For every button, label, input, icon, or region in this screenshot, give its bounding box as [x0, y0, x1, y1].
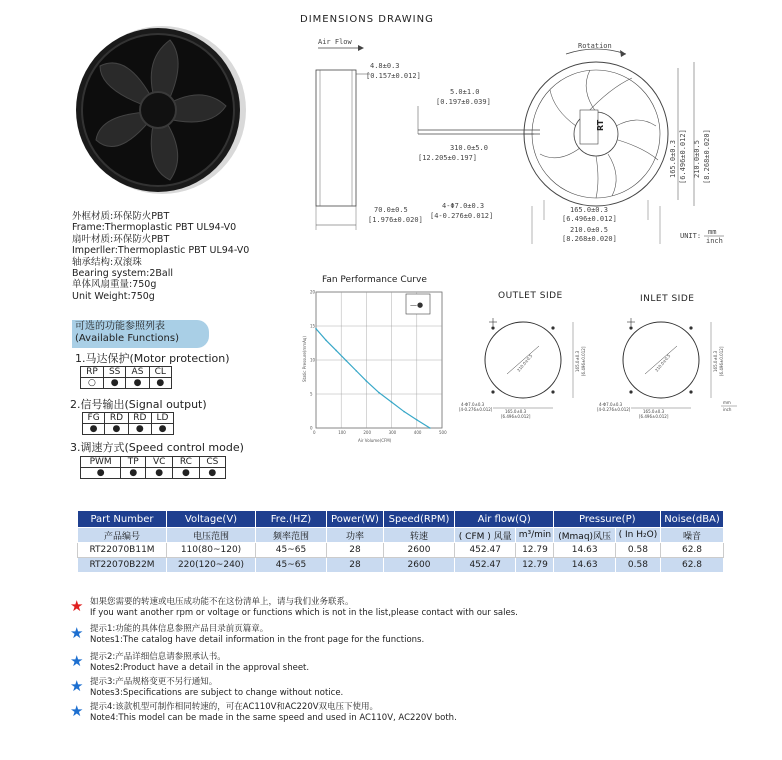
y-tick-label: 20: [310, 289, 316, 295]
star-icon: ★: [70, 702, 84, 720]
dim-text: 165.0±0.3: [575, 350, 580, 372]
option-mark: ○: [81, 378, 104, 389]
table-header-row: [78, 511, 724, 528]
table-subheader: 噪音: [661, 528, 724, 543]
speed-control-table: [80, 456, 226, 479]
table-header: Part Number: [78, 511, 167, 528]
table-cell: 2600: [384, 558, 455, 573]
x-tick-label: 0: [313, 430, 316, 435]
star-icon: ★: [70, 652, 84, 670]
table-header: Speed(RPM): [384, 511, 455, 528]
spec-line: Bearing system:2Ball: [72, 268, 174, 280]
option-col: VC: [146, 457, 173, 468]
table-subheader: 电压范围: [167, 528, 256, 543]
table-header: Noise(dBA): [661, 511, 724, 528]
star-icon: ★: [70, 677, 84, 695]
curve-point: [335, 350, 337, 352]
dim-text: 165.0±0.3: [643, 409, 665, 414]
table-subheader: ( In H₂O): [615, 528, 660, 543]
dim-text: 165.0±0.3: [669, 140, 677, 178]
table-subheader: 频率范围: [256, 528, 327, 543]
option-mark: ●: [121, 468, 146, 479]
option-mark: ●: [128, 424, 151, 435]
rotation-label: Rotation: [578, 42, 612, 50]
dim-text: 4.8±0.3: [370, 62, 400, 70]
table-row: [78, 543, 724, 558]
motor-protection-title: 1.马达保护(Motor protection): [75, 352, 230, 365]
drawing-title: DIMENSIONS DRAWING: [300, 14, 434, 25]
table-cell: 62.8: [661, 558, 724, 573]
spec-line: 轴承结构:双滚珠: [72, 256, 142, 268]
option-mark: ●: [152, 424, 174, 435]
functions-title-cn: 可选的功能参照列表: [75, 321, 165, 332]
note-item: [70, 677, 343, 699]
spec-line: Imperller:Thermoplastic PBT UL94-V0: [72, 245, 250, 257]
unit-label: UNIT:: [680, 232, 702, 240]
note-cn: 提示2:产品详细信息请参照承认书。: [90, 652, 226, 662]
note-cn: 提示3:产品规格变更不另行通知。: [90, 677, 218, 687]
y-tick-label: 10: [310, 357, 316, 363]
chart-title: Fan Performance Curve: [322, 275, 427, 285]
option-mark: ●: [126, 378, 149, 389]
table-subheader-row: [78, 528, 724, 543]
dim-text: [6.496±0.012]: [581, 346, 586, 376]
dim-text: 4-Φ7.0±0.3: [599, 402, 623, 407]
curve-point: [356, 370, 358, 372]
functions-title: [72, 320, 209, 348]
air-flow-label: Air Flow: [318, 38, 352, 46]
option-col: RP: [81, 367, 104, 378]
note-cn: 提示4:该款机型可制作相同转速的，可在AC110V和AC220V双电压下使用。: [90, 702, 379, 712]
table-subheader: 转速: [384, 528, 455, 543]
dim-text: 210.0±0.5: [653, 353, 672, 373]
dim-text: 210.0±0.5: [515, 353, 534, 373]
table-subheader: 功率: [327, 528, 384, 543]
dim-text: [6.496±0.012]: [639, 414, 669, 419]
x-tick-label: 300: [388, 430, 397, 435]
dim-text: [6.496±0.012]: [562, 215, 617, 223]
note-item: [70, 702, 457, 724]
table-header: Pressure(P): [554, 511, 661, 528]
dim-text: [6.496±0.012]: [719, 346, 724, 376]
spec-line: Frame:Thermoplastic PBT UL94-V0: [72, 222, 237, 234]
note-cn: 如果您需要的转速或电压成功能不在这份清单上，请与我们业务联系。: [90, 597, 354, 607]
option-col: RD: [105, 413, 128, 424]
option-mark: ●: [105, 424, 128, 435]
fan-label-logo: RT: [596, 119, 605, 131]
table-cell: RT22070B11M: [78, 543, 167, 558]
dimensions-drawing: [300, 30, 730, 250]
table-cell: 45~65: [256, 543, 327, 558]
dim-text: [0.197±0.039]: [436, 98, 491, 106]
option-col: AS: [126, 367, 149, 378]
dim-text: 210.0±0.5: [693, 140, 701, 178]
legend-marker: —●: [410, 301, 424, 309]
x-tick-label: 200: [363, 430, 372, 435]
table-header: Fre.(HZ): [256, 511, 327, 528]
x-tick-label: 400: [413, 430, 422, 435]
note-item: [70, 597, 518, 619]
table-cell: 12.79: [516, 558, 554, 573]
specifications: [72, 211, 249, 302]
note-en: Notes3:Specifications are subject to change without notice.: [90, 688, 344, 698]
table-cell: 220(120~240): [167, 558, 256, 573]
unit-mm: mm: [723, 400, 731, 405]
option-mark: ●: [199, 468, 225, 479]
note-en: If you want another rpm or voltage or functions which is not in the list,please contact with our sales.: [90, 608, 518, 618]
dim-text: [0.157±0.012]: [366, 72, 421, 80]
dim-text: [4-0.276±0.012]: [597, 407, 631, 412]
table-cell: 45~65: [256, 558, 327, 573]
table-cell: 452.47: [455, 543, 516, 558]
option-mark: ●: [149, 378, 171, 389]
curve-point: [345, 360, 347, 362]
dim-text: 165.0±0.3: [570, 206, 608, 214]
option-col: CS: [199, 457, 225, 468]
table-row: [78, 558, 724, 573]
dim-text: 165.0±0.3: [713, 350, 718, 372]
table-cell: 28: [327, 543, 384, 558]
performance-curve: [316, 329, 430, 428]
x-tick-label: 500: [439, 430, 447, 435]
note-cn: 提示1:功能的具体信息参照产品目录前页篇章。: [90, 624, 269, 634]
table-header: Power(W): [327, 511, 384, 528]
curve-point: [315, 328, 317, 330]
dim-text: 5.0±1.0: [450, 88, 480, 96]
spec-line: Unit Weight:750g: [72, 290, 155, 302]
option-mark: ●: [173, 468, 199, 479]
table-subheader: 产品编号: [78, 528, 167, 543]
dim-text: [8.268±0.020]: [703, 129, 711, 184]
option-col: TP: [121, 457, 146, 468]
y-tick-label: 5: [310, 391, 313, 397]
option-col: FG: [83, 413, 105, 424]
dim-text: 70.0±0.5: [374, 206, 408, 214]
dim-text: [6.496±0.012]: [679, 129, 687, 184]
spec-line: 扇叶材质:环保防火PBT: [72, 233, 170, 245]
table-cell: 110(80~120): [167, 543, 256, 558]
table-cell: 2600: [384, 543, 455, 558]
curve-point: [391, 401, 393, 403]
option-col: LD: [152, 413, 174, 424]
spec-line: 外框材质:环保防火PBT: [72, 211, 170, 222]
motor-protection-table: [80, 366, 172, 389]
dim-text: 310.0±5.0: [450, 144, 488, 152]
option-mark: ●: [146, 468, 173, 479]
speed-control-title: 3.调速方式(Speed control mode): [70, 441, 244, 454]
option-col: PWM: [81, 457, 121, 468]
functions-title-en: (Available Functions): [75, 333, 179, 344]
table-cell: RT22070B22M: [78, 558, 167, 573]
signal-output-title: 2.信号输出(Signal output): [70, 398, 207, 411]
spec-table: [77, 510, 724, 573]
inlet-side-drawing: [595, 310, 745, 430]
table-cell: 12.79: [516, 543, 554, 558]
table-subheader: m³/min: [516, 528, 554, 543]
unit-mm: mm: [708, 228, 717, 236]
table-cell: 14.63: [554, 558, 615, 573]
dim-text: 210.0±0.5: [570, 226, 608, 234]
dim-text: [4-0.276±0.012]: [430, 212, 494, 220]
table-header: Air flow(Q): [455, 511, 554, 528]
unit-inch: inch: [706, 237, 723, 245]
dim-text: [4-0.276±0.012]: [459, 407, 493, 412]
chart-xlabel: Air Volume(CFM): [358, 438, 392, 443]
dim-text: [1.976±0.020]: [368, 216, 423, 224]
curve-point: [416, 419, 418, 421]
star-icon: ★: [70, 624, 84, 642]
table-header: Voltage(V): [167, 511, 256, 528]
dim-text: 4-Φ7.0±0.3: [442, 202, 485, 210]
curve-point: [325, 339, 327, 341]
dim-text: [12.205±0.197]: [418, 154, 478, 162]
dim-text: 165.0±0.3: [505, 409, 527, 414]
table-cell: 452.47: [455, 558, 516, 573]
outlet-side-drawing: [455, 310, 600, 430]
curve-point: [378, 392, 380, 394]
option-col: CL: [149, 367, 171, 378]
option-col: RD: [128, 413, 151, 424]
curve-point: [366, 380, 368, 382]
star-icon: ★: [70, 597, 84, 615]
option-mark: ●: [81, 468, 121, 479]
table-cell: 0.58: [615, 558, 660, 573]
performance-chart: [298, 286, 448, 446]
table-subheader: (Mmaq)风压: [554, 528, 615, 543]
chart-ylabel: Static Pressure(mmAq): [302, 336, 307, 382]
y-tick-label: 0: [310, 425, 313, 431]
note-en: Note4:This model can be made in the same speed and used in AC110V, AC220V both.: [90, 713, 457, 723]
table-cell: 28: [327, 558, 384, 573]
dim-text: 4-Φ7.0±0.3: [461, 402, 485, 407]
curve-point: [403, 411, 405, 413]
y-tick-label: 15: [310, 323, 316, 329]
table-cell: 62.8: [661, 543, 724, 558]
signal-output-table: [82, 412, 174, 435]
note-item: [70, 652, 309, 674]
dim-text: [8.268±0.020]: [562, 235, 617, 243]
note-en: Notes2:Product have a detail in the approval sheet.: [90, 663, 310, 673]
table-cell: 14.63: [554, 543, 615, 558]
fan-photo: [70, 22, 250, 202]
unit-inch: inch: [723, 407, 732, 412]
option-col: SS: [103, 367, 126, 378]
option-col: RC: [173, 457, 199, 468]
note-item: [70, 624, 424, 646]
spec-line: 单体风扇重量:750g: [72, 279, 157, 291]
dim-text: [6.496±0.012]: [501, 414, 531, 419]
curve-point: [429, 427, 431, 429]
note-en: Notes1:The catalog have detail information in the front page for the functions.: [90, 635, 425, 645]
inlet-side-title: INLET SIDE: [640, 294, 695, 304]
option-mark: ●: [83, 424, 105, 435]
table-cell: 0.58: [615, 543, 660, 558]
table-subheader: ( CFM ) 风量: [455, 528, 516, 543]
option-mark: ●: [103, 378, 126, 389]
x-tick-label: 100: [338, 430, 346, 435]
outlet-side-title: OUTLET SIDE: [498, 291, 563, 301]
